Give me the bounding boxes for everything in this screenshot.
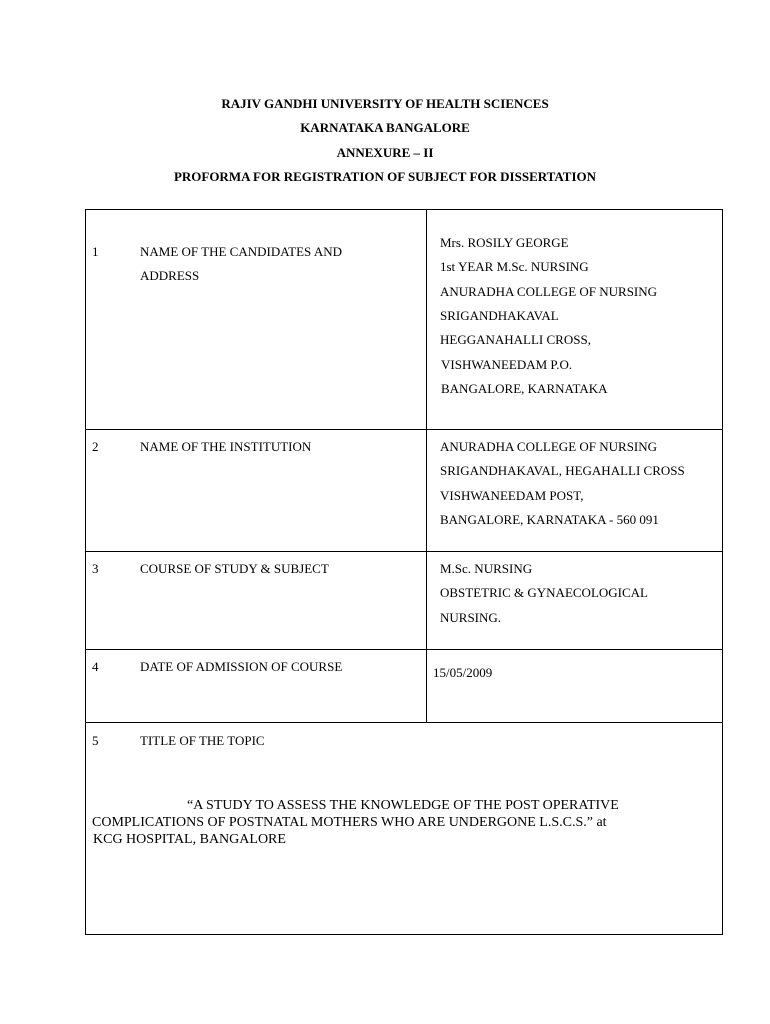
institution-name: ANURADHA COLLEGE OF NURSING — [440, 439, 658, 454]
row-3-label: COURSE OF STUDY & SUBJECT — [140, 561, 329, 576]
column-divider — [426, 210, 427, 722]
row-2-label: NAME OF THE INSTITUTION — [140, 439, 312, 454]
row-2-number: 2 — [92, 439, 99, 454]
candidate-address-line: BANGALORE, KARNATAKA — [441, 381, 608, 396]
row-5-number: 5 — [92, 733, 99, 748]
topic-title-line: “A STUDY TO ASSESS THE KNOWLEDGE OF THE POST OPERATIVE — [187, 798, 619, 813]
university-name: RAJIV GANDHI UNIVERSITY OF HEALTH SCIENCES — [221, 96, 549, 111]
row-1-number: 1 — [92, 244, 99, 259]
topic-title-line: KCG HOSPITAL, BANGALORE — [93, 832, 286, 847]
candidate-address-line: ANURADHA COLLEGE OF NURSING — [440, 284, 658, 299]
candidate-name: Mrs. ROSILY GEORGE — [440, 235, 569, 250]
candidate-address-line: SRIGANDHAKAVAL — [440, 308, 559, 323]
row-divider — [86, 551, 722, 552]
row-3-number: 3 — [92, 561, 99, 576]
row-divider — [86, 649, 722, 650]
topic-title-line: COMPLICATIONS OF POSTNATAL MOTHERS WHO ARE UNDERGONE L.S.C.S.” at — [92, 815, 607, 830]
institution-address-line: VISHWANEEDAM POST, — [440, 488, 584, 503]
university-location: KARNATAKA BANGALORE — [300, 120, 470, 135]
proforma-title: PROFORMA FOR REGISTRATION OF SUBJECT FOR DISSERTATION — [173, 169, 597, 184]
course-subject: NURSING. — [440, 610, 502, 625]
course-name: M.Sc. NURSING — [440, 561, 533, 576]
annexure-title: ANNEXURE – II — [336, 145, 434, 160]
candidate-year: 1st YEAR M.Sc. NURSING — [440, 259, 589, 274]
row-divider — [86, 722, 722, 723]
row-1-label: NAME OF THE CANDIDATES AND — [140, 244, 342, 259]
course-subject: OBSTETRIC & GYNAECOLOGICAL — [440, 585, 648, 600]
row-4-number: 4 — [92, 659, 99, 674]
row-4-label: DATE OF ADMISSION OF COURSE — [140, 659, 343, 674]
admission-date: 15/05/2009 — [433, 665, 493, 680]
registration-table — [85, 209, 723, 935]
institution-address-line: SRIGANDHAKAVAL, HEGAHALLI CROSS — [440, 463, 685, 478]
row-divider — [86, 429, 722, 430]
candidate-address-line: HEGGANAHALLI CROSS, — [440, 332, 591, 347]
institution-address-line: BANGALORE, KARNATAKA - 560 091 — [440, 512, 659, 527]
candidate-address-line: VISHWANEEDAM P.O. — [441, 357, 573, 372]
row-1-label: ADDRESS — [140, 268, 200, 283]
row-5-label: TITLE OF THE TOPIC — [140, 733, 265, 748]
